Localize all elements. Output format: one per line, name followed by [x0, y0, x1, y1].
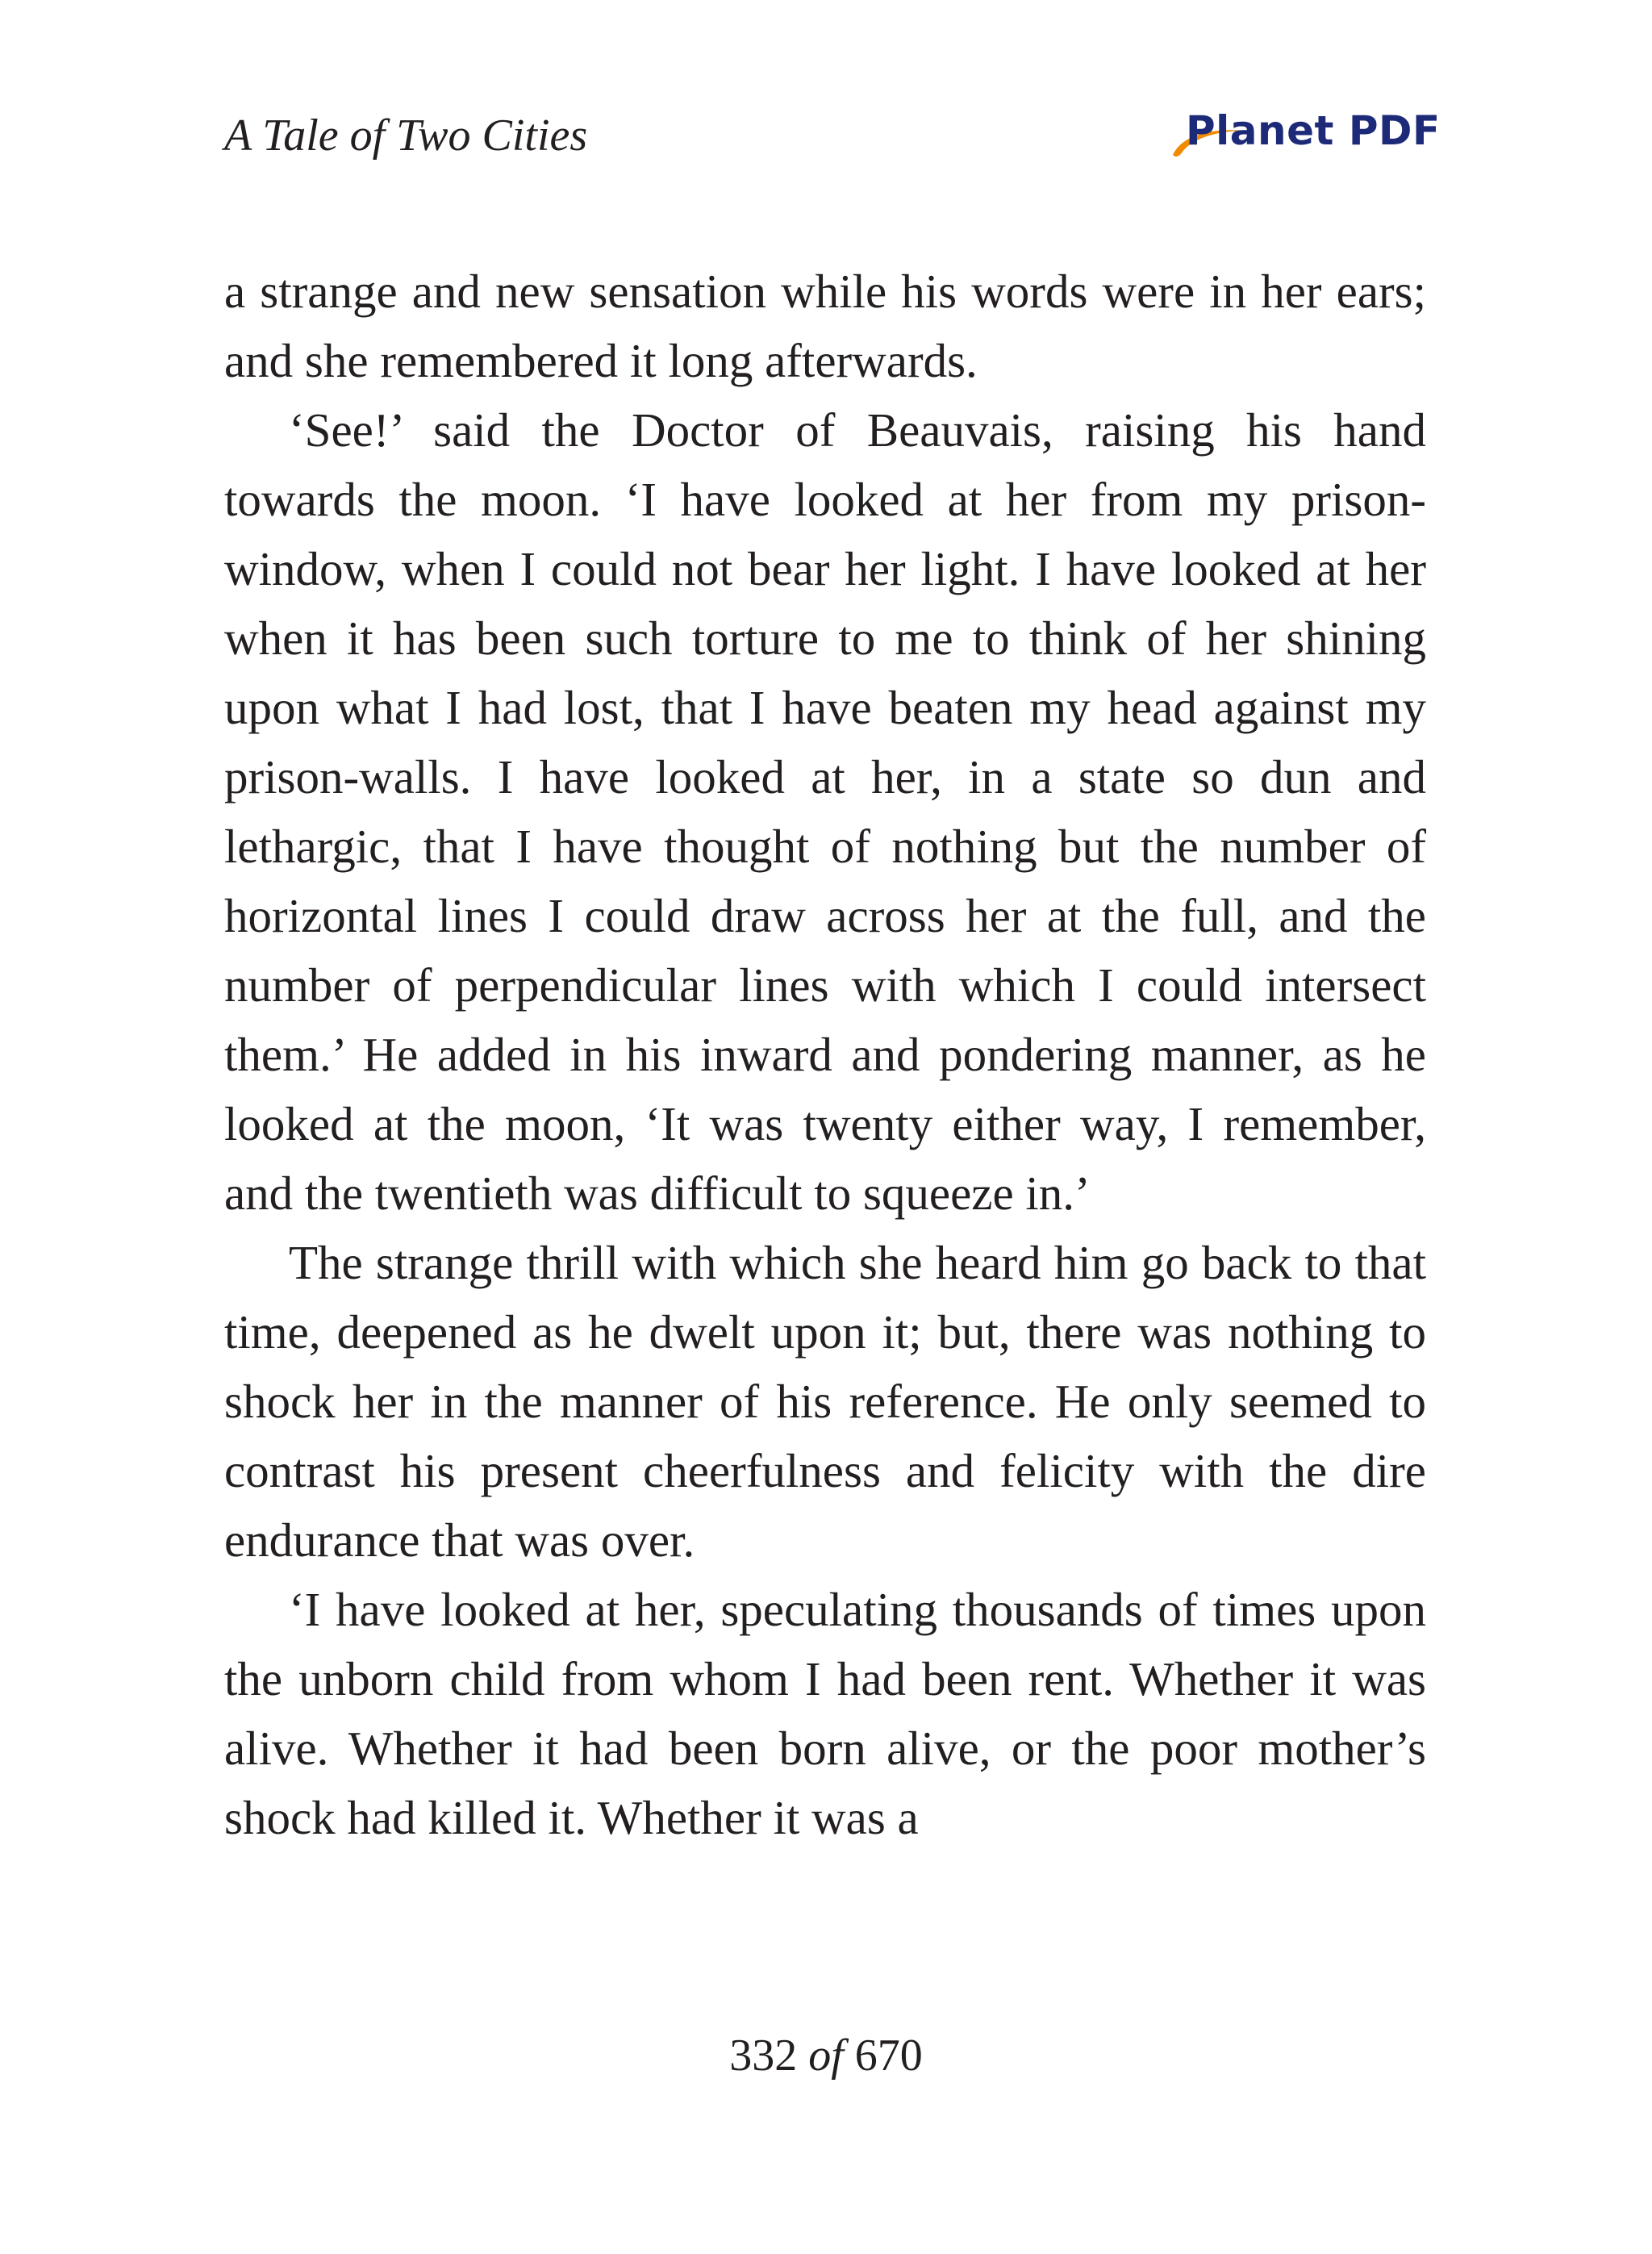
page-number: [0, 2023, 1652, 2088]
paragraph: The strange thrill with which she heard him go back to that time, deepened as he dwelt upon it; but, there was nothing to shock her in the manner of his reference. He only seemed to contrast his present cheerfulness and felicity with the dire endurance that was over.: [224, 1236, 1426, 1567]
paragraph: ‘I have looked at her, speculating thousands of times upon the unborn child from whom I had been rent. Whether it was alive. Whether it had been born alive, or the poor mother’s shock had killed it. Whether it was a: [224, 1583, 1426, 1844]
paragraph: ‘See!’ said the Doctor of Beauvais, raising his hand towards the moon. ‘I have looked at her from my prison-window, when I could not bear her light. I have looked at her when it has been such torture to me to think of her shining upon what I had lost, that I have beaten my head against my prison-walls. I have looked at her, in a state so dun and lethargic, that I have thought of nothing but the number of horizontal lines I could draw across her at the full, and the number of perpendicular lines with which I could intersect them.’ He added in his inward and pondering manner, as he looked at the moon, ‘It was twenty either way, I remember, and the twentieth was difficult to squeeze in.’: [224, 403, 1426, 1220]
running-title: A Tale of Two Cities: [224, 111, 588, 161]
total-pages: 670: [854, 2031, 923, 2081]
paragraph: a strange and new sensation while his words were in her ears; and she remembered it long afterwards.: [224, 265, 1426, 387]
current-page: 332: [729, 2031, 798, 2081]
of-word: of: [808, 2031, 844, 2081]
planet-pdf-logo: [1168, 105, 1441, 169]
logo-text: Planet PDF: [1186, 107, 1441, 154]
body-text: [224, 257, 1426, 1852]
